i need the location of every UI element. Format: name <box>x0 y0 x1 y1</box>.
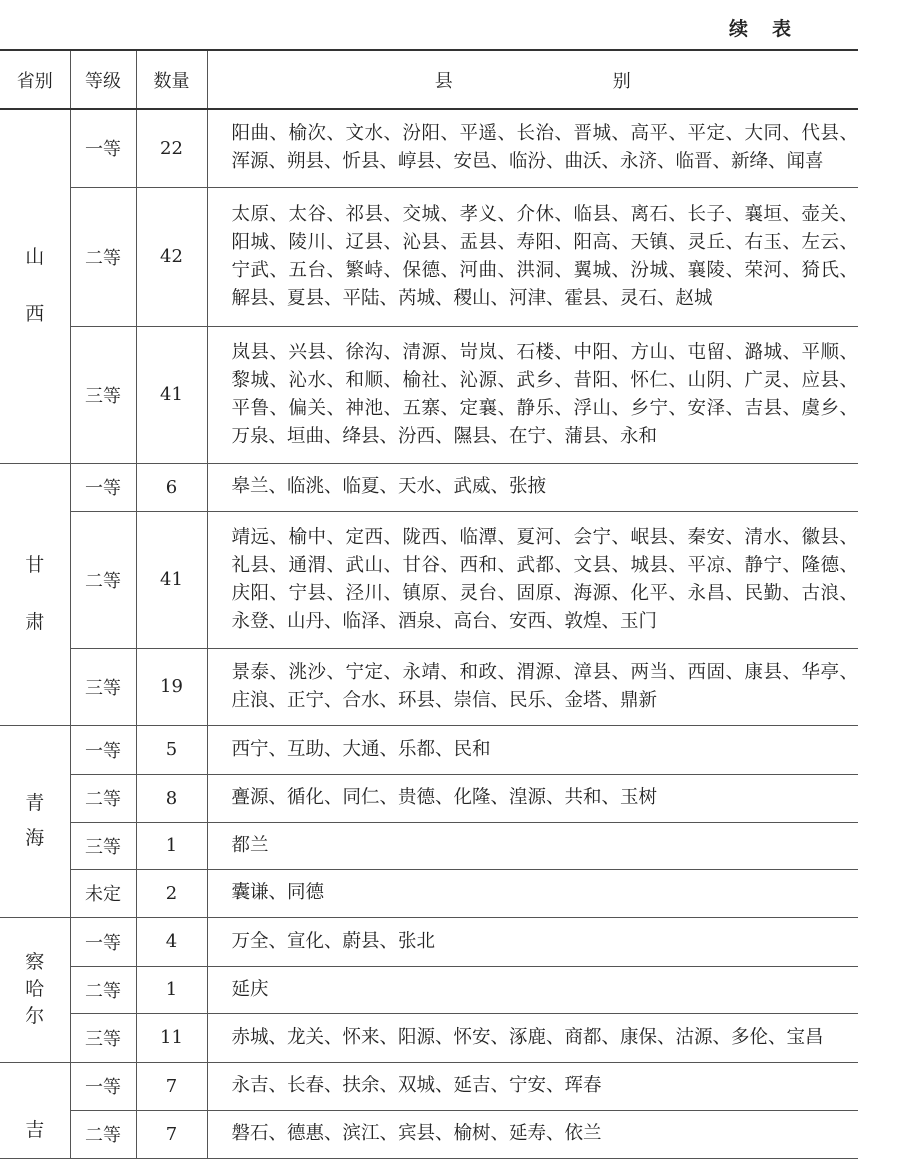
count-cell: 6 <box>136 463 207 511</box>
province-char: 吉 <box>25 1118 45 1141</box>
counties-cell: 皋兰、临洮、临夏、天水、武威、张掖 <box>207 463 858 511</box>
grade-cell: 未定 <box>70 869 136 917</box>
province-char: 青 <box>25 792 45 815</box>
header-count: 数量 <box>136 50 207 109</box>
grade-cell: 三等 <box>70 648 136 725</box>
table-row <box>0 463 858 511</box>
grade-cell: 二等 <box>70 966 136 1013</box>
grade-cell: 二等 <box>70 1110 136 1158</box>
table-body <box>0 109 858 1158</box>
province-char: 海 <box>25 827 45 849</box>
table-row <box>0 1013 858 1062</box>
province-char: 甘 <box>25 554 45 577</box>
table-row <box>0 966 858 1013</box>
province-char: 察 <box>25 951 45 974</box>
counties-cell: 延庆 <box>207 966 858 1013</box>
grade-cell: 一等 <box>70 1062 136 1110</box>
header-grade: 等级 <box>70 50 136 109</box>
table-row <box>0 1062 858 1110</box>
grade-cell: 三等 <box>70 1013 136 1062</box>
header-counties: 县别 <box>207 50 858 109</box>
province-char: 肃 <box>25 611 45 633</box>
table-row <box>0 725 858 774</box>
province-char: 哈 <box>25 978 45 1001</box>
counties-cell: 都兰 <box>207 822 858 869</box>
grade-cell: 二等 <box>70 774 136 822</box>
grade-cell: 三等 <box>70 326 136 463</box>
grade-cell: 一等 <box>70 725 136 774</box>
count-cell: 4 <box>136 917 207 966</box>
grade-cell: 三等 <box>70 822 136 869</box>
counties-cell: 景泰、洮沙、宁定、永靖、和政、渭源、漳县、两当、西固、康县、华亭、庄浪、正宁、合水、环县、崇信、民乐、金塔、鼎新 <box>207 648 858 725</box>
count-cell: 41 <box>136 511 207 648</box>
province-char: 尔 <box>25 1004 45 1027</box>
counties-cell: 靖远、榆中、定西、陇西、临潭、夏河、会宁、岷县、秦安、清水、徽县、礼县、通渭、武山、甘谷、西和、武都、文县、城县、平凉、静宁、隆德、庆阳、宁县、泾川、镇原、灵台、固原、海源、化平、永昌、民勤、古浪、永登、山丹、临泽、酒泉、高台、安西、敦煌、玉门 <box>207 511 858 648</box>
county-grade-table <box>0 49 858 1159</box>
counties-cell: 万全、宣化、蔚县、张北 <box>207 917 858 966</box>
counties-cell: 永吉、长春、扶余、双城、延吉、宁安、珲春 <box>207 1062 858 1110</box>
table-row <box>0 109 858 187</box>
table-row <box>0 648 858 725</box>
province-cell-ji <box>0 1062 70 1158</box>
counties-cell: 岚县、兴县、徐沟、清源、岢岚、石楼、中阳、方山、屯留、潞城、平顺、黎城、沁水、和顺、榆社、沁源、武乡、昔阳、怀仁、山阴、广灵、应县、平鲁、偏关、神池、五寨、定襄、静乐、浮山、乡宁、安泽、吉县、虞乡、万泉、垣曲、绛县、汾西、隰县、在宁、蒲县、永和 <box>207 326 858 463</box>
grade-cell: 一等 <box>70 917 136 966</box>
counties-cell: 阳曲、榆次、文水、汾阳、平遥、长治、晋城、高平、平定、大同、代县、浑源、朔县、忻县、崞县、安邑、临汾、曲沃、永济、临晋、新绛、闻喜 <box>207 109 858 187</box>
count-cell: 11 <box>136 1013 207 1062</box>
counties-cell: 太原、太谷、祁县、交城、孝义、介休、临县、离石、长子、襄垣、壶关、阳城、陵川、辽县、沁县、盂县、寿阳、阳高、天镇、灵丘、右玉、左云、宁武、五台、繁峙、保德、河曲、洪洞、翼城、汾城、襄陵、荣河、猗氏、解县、夏县、平陆、芮城、稷山、河津、霍县、灵石、赵城 <box>207 187 858 326</box>
counties-cell: 囊谦、同德 <box>207 869 858 917</box>
table-row <box>0 187 858 326</box>
province-char: 西 <box>25 303 45 326</box>
grade-cell: 二等 <box>70 187 136 326</box>
table-header-row <box>0 50 858 109</box>
province-cell-gansu <box>0 463 70 725</box>
grade-cell: 一等 <box>70 463 136 511</box>
province-cell-shanxi <box>0 109 70 463</box>
count-cell: 7 <box>136 1110 207 1158</box>
province-char: 山 <box>25 246 45 269</box>
province-cell-chahar <box>0 917 70 1062</box>
count-cell: 2 <box>136 869 207 917</box>
count-cell: 5 <box>136 725 207 774</box>
count-cell: 1 <box>136 822 207 869</box>
count-cell: 42 <box>136 187 207 326</box>
table-caption: 续表 <box>728 18 815 40</box>
count-cell: 7 <box>136 1062 207 1110</box>
counties-cell: 磐石、德惠、滨江、宾县、榆树、延寿、依兰 <box>207 1110 858 1158</box>
counties-cell: 西宁、互助、大通、乐都、民和 <box>207 725 858 774</box>
counties-cell: 亹源、循化、同仁、贵德、化隆、湟源、共和、玉树 <box>207 774 858 822</box>
header-province: 省别 <box>0 50 70 109</box>
count-cell: 41 <box>136 326 207 463</box>
count-cell: 22 <box>136 109 207 187</box>
table-row <box>0 326 858 463</box>
count-cell: 8 <box>136 774 207 822</box>
table-row <box>0 1110 858 1158</box>
grade-cell: 一等 <box>70 109 136 187</box>
table-row <box>0 869 858 917</box>
table-row <box>0 774 858 822</box>
count-cell: 19 <box>136 648 207 725</box>
table-row <box>0 511 858 648</box>
table-row <box>0 917 858 966</box>
counties-cell: 赤城、龙关、怀来、阳源、怀安、涿鹿、商都、康保、沽源、多伦、宝昌 <box>207 1013 858 1062</box>
province-cell-qinghai <box>0 725 70 917</box>
grade-cell: 二等 <box>70 511 136 648</box>
count-cell: 1 <box>136 966 207 1013</box>
table-row <box>0 822 858 869</box>
